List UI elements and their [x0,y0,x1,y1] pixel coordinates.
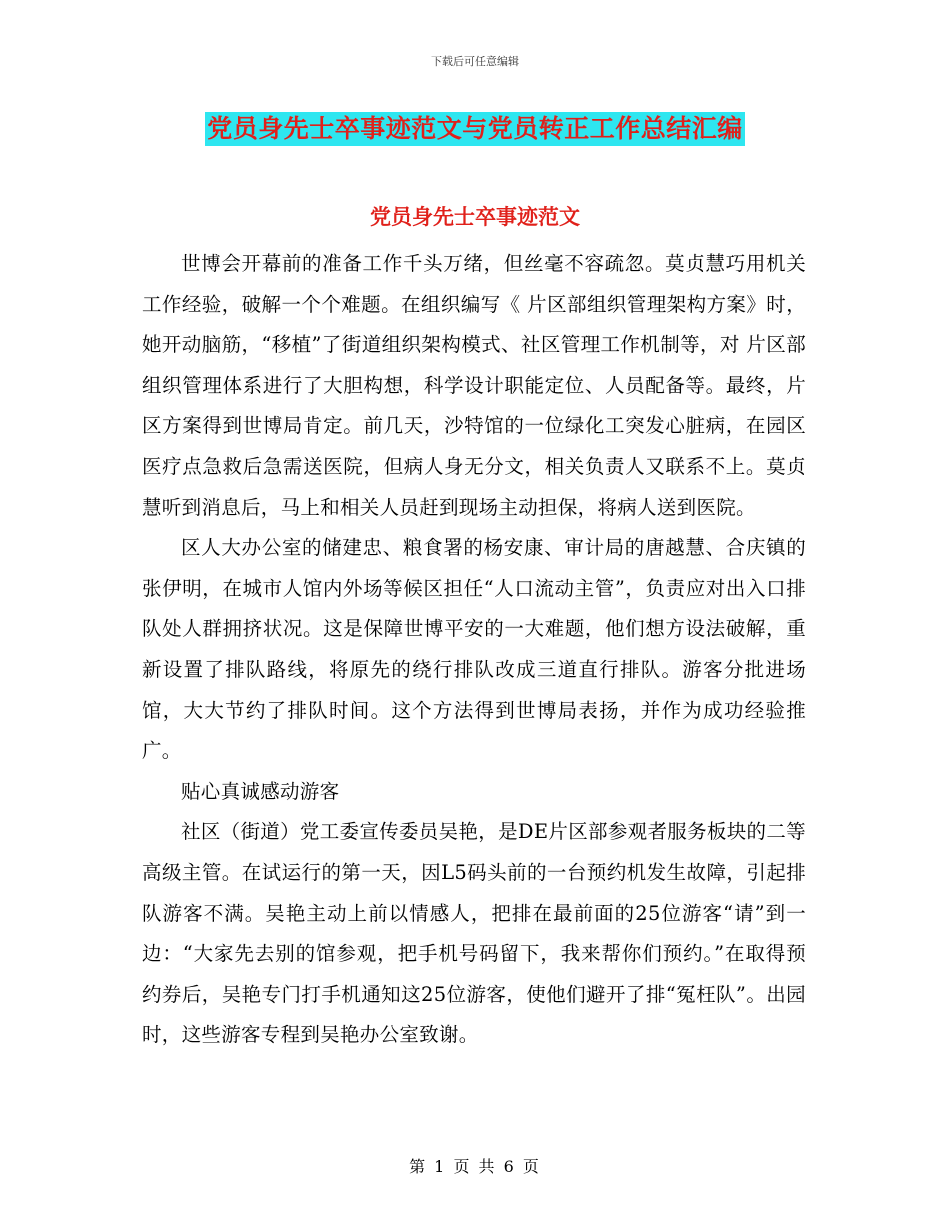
page-footer: 第 1 页 共 6 页 [409,1157,541,1176]
subheading: 贴心真诚感动游客 [181,779,340,803]
page-header: 下载后可任意编辑 [431,55,519,68]
paragraph: 世博会开幕前的准备工作千头万绪，但丝毫不容疏忽。莫贞慧巧用机关工作经验，破解一个个难题。在组织编写《 片区部组织管理架构方案》时，她开动脑筋，“移植”了街道组织架构模式、社区管理工作机制等，对 片区部组织管理体系进行了大胆构想，科学设计职能定位、人员配备等。最终，片区方案得到世博局肯定。前几天，沙特馆的一位绿化工突发心脏病，在园区医疗点急救后急需送医院，但病人身无分文，相关负责人又联系不上。莫贞慧听到消息后，马上和相关人员赶到现场主动担保，将病人送到医院。 [142,252,806,519]
document-title: 党员身先士卒事迹范文与党员转正工作总结汇编 [205,112,745,146]
section-title: 党员身先士卒事迹范文 [370,204,580,229]
document-body [142,244,806,1056]
paragraph: 区人大办公室的储建忠、粮食署的杨安康、审计局的唐越慧、合庆镇的张伊明，在城市人馆内外场等候区担任“人口流动主管”，负责应对出入口排队处人群拥挤状况。这是保障世博平安的一大难题，他们想方设法破解，重新设置了排队路线，将原先的绕行排队改成三道直行排队。游客分批进场馆，大大节约了排队时间。这个方法得到世博局表扬，并作为成功经验推广。 [142,536,806,763]
paragraph: 社区（街道）党工委宣传委员吴艳，是DE片区部参观者服务板块的二等高级主管。在试运行的第一天，因L5码头前的一台预约机发生故障，引起排队游客不满。吴艳主动上前以情感人，把排在最前面的25位游客“请”到一边：“大家先去别的馆参观，把手机号码留下，我来帮你们预约。”在取得预约券后，吴艳专门打手机通知这25位游客，使他们避开了排“冤枉队”。出园时，这些游客专程到吴艳办公室致谢。 [142,820,806,1047]
document-title-wrap [0,112,950,146]
